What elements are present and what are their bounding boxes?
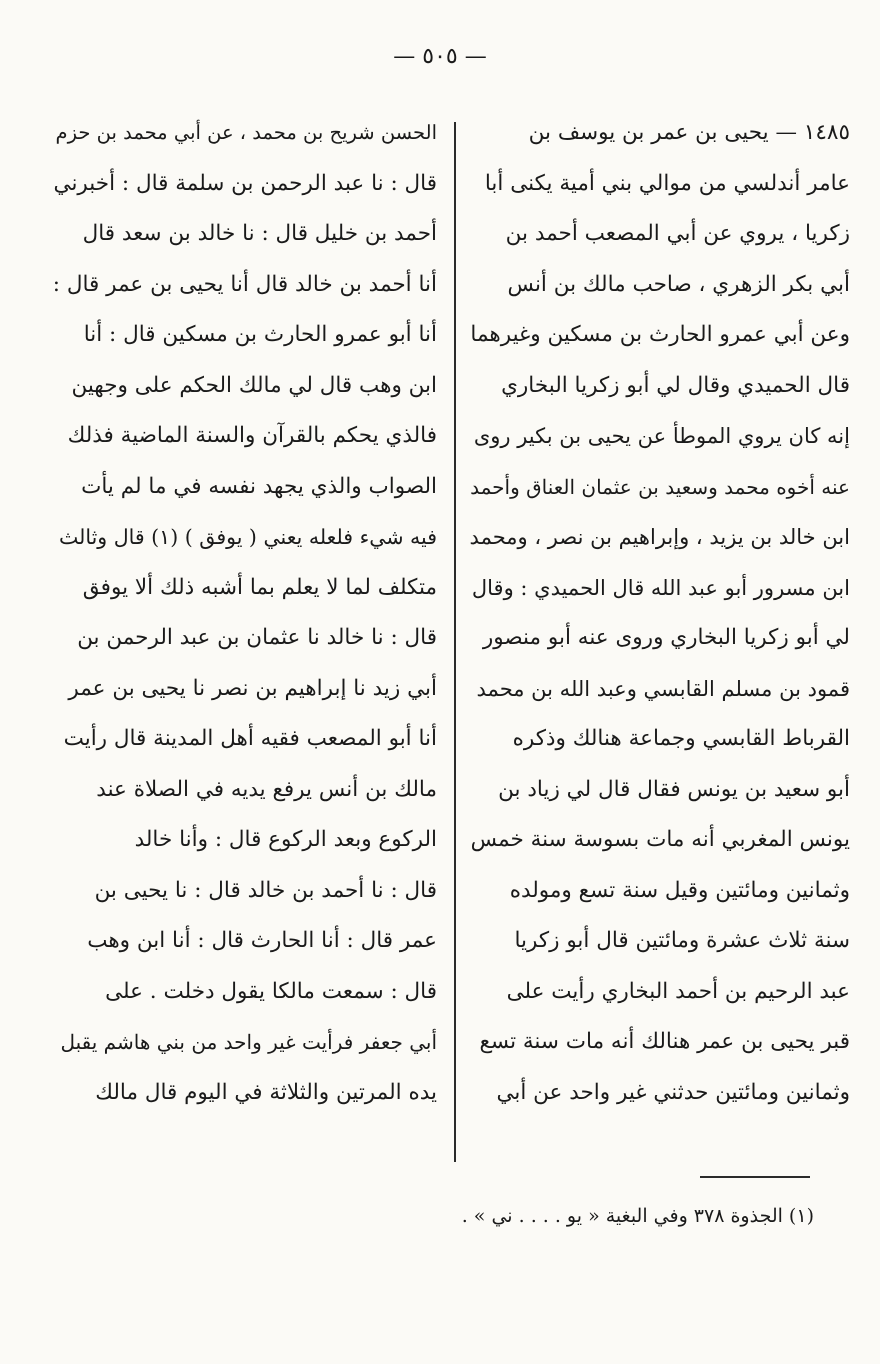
text-line: عمر قال : أنا الحارث قال : أنا ابن وهب (87, 928, 437, 953)
text-line: ١٤٨٥ — يحيى بن عمر بن يوسف بن (528, 120, 850, 145)
text-line: زكريا ، يروي عن أبي المصعب أحمد بن (505, 221, 850, 246)
text-line: إنه كان يروي الموطأ عن يحيى بن بكير روى (473, 424, 850, 448)
text-line: مالك بن أنس يرفع يديه في الصلاة عند (96, 776, 437, 802)
text-line: فالذي يحكم بالقرآن والسنة الماضية فذلك (67, 423, 437, 448)
text-line: أنا أبو المصعب فقيه أهل المدينة قال رأيت (63, 726, 437, 751)
text-line: قال : نا خالد نا عثمان بن عبد الرحمن بن (77, 625, 437, 650)
text-line: عنه أخوه محمد وسعيد بن عثمان العناق وأحمد (470, 474, 850, 499)
text-line: وثمانين ومائتين حدثني غير واحد عن أبي (496, 1079, 850, 1105)
text-line: أحمد بن خليل قال : نا خالد بن سعد قال (82, 221, 437, 246)
page-number: — ٥٠٥ — (393, 44, 487, 69)
text-line: أبي زيد نا إبراهيم بن نصر نا يحيى بن عمر (68, 675, 437, 701)
text-line: وثمانين ومائتين وقيل سنة تسع ومولده (509, 877, 850, 903)
text-line: فيه شيء فلعله يعني ( يوفق ) (١) قال وثالث (58, 525, 437, 549)
text-line: متكلف لما لا يعلم بما أشبه ذلك ألا يوفق (82, 574, 437, 600)
text-line: القرباط القابسي وجماعة هنالك وذكره (512, 726, 850, 751)
text-line: لي أبو زكريا البخاري وروى عنه أبو منصور (482, 625, 850, 650)
text-line: يده المرتين والثلاثة في اليوم قال مالك (95, 1079, 437, 1105)
left-column (52, 108, 437, 1118)
text-line: سنة ثلاث عشرة ومائتين قال أبو زكريا (514, 928, 850, 953)
text-line: يونس المغربي أنه مات بسوسة سنة خمس (470, 827, 850, 852)
text-line: عبد الرحيم بن أحمد البخاري رأيت على (506, 978, 850, 1004)
text-line: أنا أبو عمرو الحارث بن مسكين قال : أنا (83, 322, 437, 347)
text-line: ابن خالد بن يزيد ، وإبراهيم بن نصر ، ومحمد (470, 525, 850, 549)
text-line: قال : نا عبد الرحمن بن سلمة قال : أخبرني (53, 170, 437, 196)
text-line: الصواب والذي يجهد نفسه في ما لم يأت (81, 473, 437, 499)
column-divider (454, 122, 456, 1162)
text-line: وعن أبي عمرو الحارث بن مسكين وغيرهما (470, 322, 850, 347)
text-line: قبر يحيى بن عمر هنالك أنه مات سنة تسع (479, 1029, 850, 1054)
text-line: أبي جعفر فرأيت غير واحد من بني هاشم يقبل (60, 1030, 437, 1054)
text-line: ابن مسرور أبو عبد الله قال الحميدي : وقال (471, 575, 850, 600)
text-line: قال : سمعت مالكا يقول دخلت . على (105, 978, 437, 1004)
footnote: (١) الجذوة ٣٧٨ وفي البغية « يو . . . . ني » . (461, 1205, 814, 1227)
text-line: قمود بن مسلم القابسي وعبد الله بن محمد (476, 676, 850, 701)
text-line: أبو سعيد بن يونس فقال قال لي زياد بن (498, 776, 850, 802)
footnote-rule (700, 1176, 810, 1178)
text-line: الحسن شريح بن محمد ، عن أبي محمد بن حزم (55, 121, 437, 144)
right-column (470, 108, 850, 1118)
text-line: أبي بكر الزهري ، صاحب مالك بن أنس (507, 271, 850, 297)
text-line: قال الحميدي وقال لي أبو زكريا البخاري (501, 372, 850, 398)
text-line: قال : نا أحمد بن خالد قال : نا يحيى بن (94, 877, 437, 903)
text-line: ابن وهب قال لي مالك الحكم على وجهين (71, 372, 437, 398)
text-line: عامر أندلسي من موالي بني أمية يكنى أبا (484, 170, 850, 196)
text-line: أنا أحمد بن خالد قال أنا يحيى بن عمر قال : (52, 271, 437, 297)
text-line: الركوع وبعد الركوع قال : وأنا خالد (134, 827, 437, 852)
